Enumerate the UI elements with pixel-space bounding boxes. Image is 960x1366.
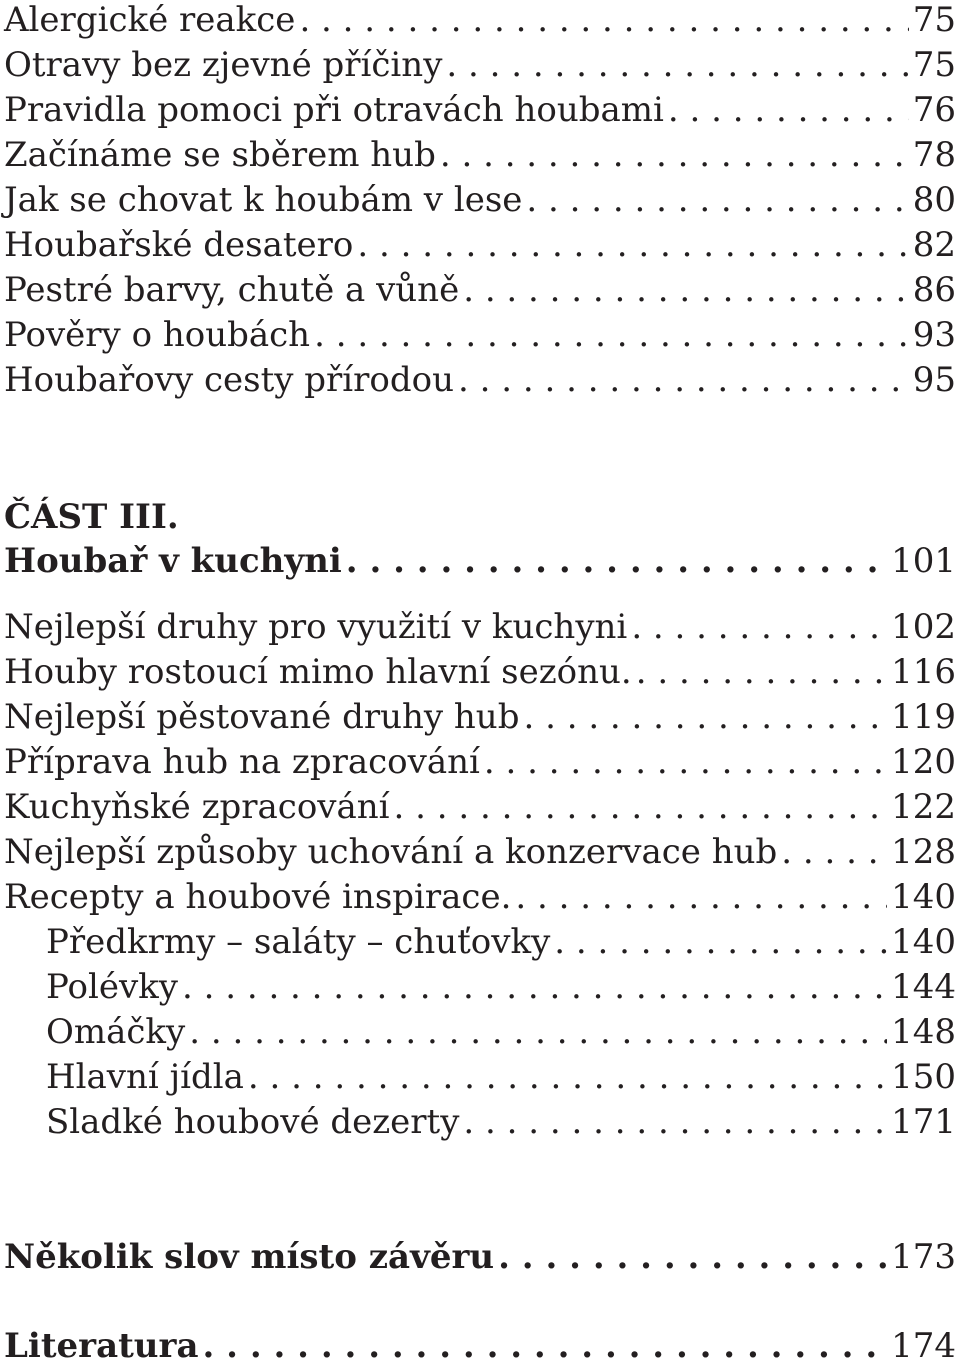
toc-entry	[4, 652, 956, 692]
toc-entry-page: 80	[912, 180, 956, 220]
toc-entry-page: 144	[891, 967, 956, 1007]
toc-entry	[4, 0, 956, 40]
part-label: ČÁST III.	[4, 497, 179, 537]
toc-entry-title: Kuchyňské zpracování	[4, 787, 390, 827]
toc-entry	[4, 742, 956, 782]
dot-leader	[310, 315, 909, 355]
toc-entry-title: Hlavní jídla	[46, 1057, 244, 1097]
toc-entry-page: 82	[912, 225, 956, 265]
dot-leader	[664, 90, 909, 130]
toc-entry-page: 120	[891, 742, 956, 782]
dot-leader	[353, 225, 908, 265]
toc-entry-page: 119	[891, 697, 956, 737]
toc-entry-title: Houby rostoucí mimo hlavní sezónu.	[4, 652, 632, 692]
dot-leader	[459, 1102, 887, 1142]
dot-leader	[632, 652, 887, 692]
toc-entry-title: Houbařské desatero	[4, 225, 354, 265]
toc-entry	[4, 270, 956, 310]
toc-entry	[4, 90, 956, 130]
toc-entry-page: 95	[912, 360, 956, 400]
toc-entry-page: 93	[912, 315, 956, 355]
toc-entry	[4, 180, 956, 220]
toc-entry-page: 78	[912, 135, 956, 175]
dot-leader	[459, 270, 909, 310]
dot-leader	[185, 1012, 887, 1052]
part-title-entry	[4, 541, 956, 581]
part-title: Houbař v kuchyni	[4, 541, 342, 581]
dot-leader	[390, 787, 888, 827]
toc-entry-page: 102	[891, 607, 956, 647]
dot-leader	[442, 45, 908, 85]
toc-entry	[4, 877, 956, 917]
closing-entry	[4, 1237, 956, 1277]
dot-leader	[342, 541, 887, 581]
toc-entry	[4, 607, 956, 647]
toc-entry-page: 101	[891, 541, 956, 581]
dot-leader	[550, 922, 887, 962]
toc-entry-title: Nejlepší způsoby uchování a konzervace hub	[4, 832, 778, 872]
toc-entry-page: 122	[891, 787, 956, 827]
toc-entry-title: Sladké houbové dezerty	[46, 1102, 460, 1142]
toc-entry-page: 75	[912, 0, 956, 40]
toc-entry-title: Polévky	[46, 967, 178, 1007]
toc-entry-title: Jak se chovat k houbám v lese	[4, 180, 523, 220]
toc-entry	[4, 45, 956, 85]
toc-entry-page: 86	[912, 270, 956, 310]
toc-entry-title: Pestré barvy, chutě a vůně	[4, 270, 460, 310]
toc-subentry	[46, 1057, 956, 1097]
toc-entry	[4, 315, 956, 355]
toc-entry-title: Recepty a houbové inspirace.	[4, 877, 512, 917]
toc-entry	[4, 787, 956, 827]
dot-leader	[178, 967, 887, 1007]
literature-entry	[4, 1326, 956, 1366]
toc-entry-page: 128	[891, 832, 956, 872]
toc-entry-page: 150	[891, 1057, 956, 1097]
toc-entry	[4, 360, 956, 400]
toc-entry-title: Příprava hub na zpracování	[4, 742, 480, 782]
toc-subentry	[46, 967, 956, 1007]
toc-entry-title: Houbařovy cesty přírodou	[4, 360, 455, 400]
toc-entry-page: 140	[891, 877, 956, 917]
toc-subentry	[46, 1012, 956, 1052]
dot-leader	[522, 180, 908, 220]
dot-leader	[295, 0, 908, 40]
dot-leader	[519, 697, 887, 737]
dot-leader	[511, 877, 887, 917]
toc-subentry	[46, 922, 956, 962]
toc-entry-page: 171	[891, 1102, 956, 1142]
toc-entry-title: Několik slov místo závěru	[4, 1237, 495, 1277]
toc-entry-page: 140	[891, 922, 956, 962]
toc-entry	[4, 697, 956, 737]
toc-entry-title: Literatura	[4, 1326, 199, 1366]
toc-entry-title: Předkrmy – saláty – chuťovky	[46, 922, 551, 962]
toc-entry-page: 76	[912, 90, 956, 130]
toc-entry-title: Omáčky	[46, 1012, 186, 1052]
toc-entry	[4, 832, 956, 872]
toc-entry	[4, 135, 956, 175]
toc-entry-title: Pravidla pomoci při otravách houbami	[4, 90, 664, 130]
toc-entry-title: Pověry o houbách	[4, 315, 311, 355]
dot-leader	[480, 742, 887, 782]
dot-leader	[627, 607, 887, 647]
toc-entry	[4, 225, 956, 265]
toc-entry-title: Začínáme se sběrem hub	[4, 135, 436, 175]
dot-leader	[198, 1326, 887, 1366]
dot-leader	[777, 832, 887, 872]
dot-leader	[436, 135, 909, 175]
toc-subentry	[46, 1102, 956, 1142]
toc-entry-page: 173	[891, 1237, 956, 1277]
dot-leader	[494, 1237, 887, 1277]
toc-entry-page: 75	[912, 45, 956, 85]
dot-leader	[244, 1057, 887, 1097]
toc-entry-title: Otravy bez zjevné příčiny	[4, 45, 443, 85]
toc-entry-page: 148	[891, 1012, 956, 1052]
toc-entry-title: Nejlepší druhy pro využití v kuchyni	[4, 607, 628, 647]
toc-entry-page: 174	[891, 1326, 956, 1366]
toc-entry-title: Nejlepší pěstované druhy hub	[4, 697, 520, 737]
dot-leader	[454, 360, 909, 400]
toc-entry-page: 116	[891, 652, 956, 692]
toc-entry-title: Alergické reakce	[4, 0, 296, 40]
